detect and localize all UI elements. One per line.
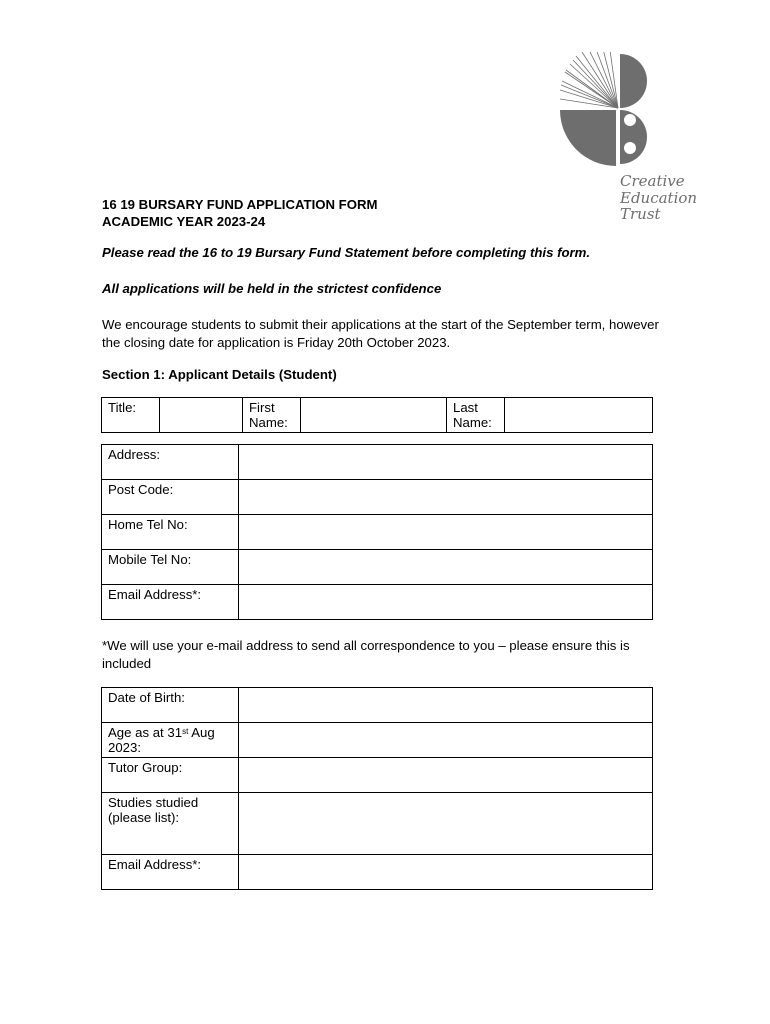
age-field[interactable]	[239, 723, 653, 758]
section1-heading: Section 1: Applicant Details (Student)	[102, 367, 337, 382]
name-table	[101, 397, 653, 433]
studies-field[interactable]	[239, 793, 653, 855]
address-label: Address:	[102, 445, 239, 480]
student-email-field[interactable]	[239, 855, 653, 890]
age-label: Age as at 31st Aug 2023:	[102, 723, 239, 758]
post-code-field[interactable]	[239, 480, 653, 515]
dob-field[interactable]	[239, 688, 653, 723]
logo-lower-left-quadrant	[560, 110, 616, 166]
email-field[interactable]	[239, 585, 653, 620]
logo-small-circle-top	[624, 114, 636, 126]
form-title-line1: 16 19 BURSARY FUND APPLICATION FORM	[102, 197, 378, 212]
confidence-notice: All applications will be held in the strictest confidence	[102, 281, 442, 296]
studies-label: Studies studied (please list):	[102, 793, 239, 855]
tutor-group-field[interactable]	[239, 758, 653, 793]
title-field[interactable]	[160, 398, 243, 433]
first-name-field[interactable]	[301, 398, 447, 433]
closing-date-paragraph: We encourage students to submit their applications at the start of the September term, however the closing date for application is Friday 20th October 2023.	[102, 317, 659, 350]
home-tel-field[interactable]	[239, 515, 653, 550]
tutor-group-label: Tutor Group:	[102, 758, 239, 793]
logo-upper-right-lobe	[620, 54, 647, 108]
first-name-label: First Name:	[243, 398, 301, 433]
logo-small-circle-bottom	[624, 142, 636, 154]
contact-table	[101, 444, 653, 620]
logo-wordmark	[620, 173, 730, 223]
mobile-tel-field[interactable]	[239, 550, 653, 585]
address-field[interactable]	[239, 445, 653, 480]
email-label: Email Address*:	[102, 585, 239, 620]
logo-word-creative: Creative	[620, 172, 685, 190]
sunburst-rays	[560, 52, 618, 108]
read-statement-notice: Please read the 16 to 19 Bursary Fund Statement before completing this form.	[102, 245, 591, 260]
email-note: *We will use your e-mail address to send all correspondence to you – please ensure this is included	[102, 638, 630, 671]
title-label: Title:	[102, 398, 160, 433]
student-email-label: Email Address*:	[102, 855, 239, 890]
last-name-label: Last Name:	[447, 398, 505, 433]
logo-word-education: Education	[620, 188, 698, 207]
home-tel-label: Home Tel No:	[102, 515, 239, 550]
form-title-line2: ACADEMIC YEAR 2023-24	[102, 214, 266, 229]
student-table	[101, 687, 653, 890]
mobile-tel-label: Mobile Tel No:	[102, 550, 239, 585]
last-name-field[interactable]	[505, 398, 653, 433]
form-title	[102, 196, 378, 230]
logo-word-trust: Trust	[620, 205, 661, 223]
creative-education-trust-logo	[558, 52, 658, 168]
post-code-label: Post Code:	[102, 480, 239, 515]
dob-label: Date of Birth:	[102, 688, 239, 723]
